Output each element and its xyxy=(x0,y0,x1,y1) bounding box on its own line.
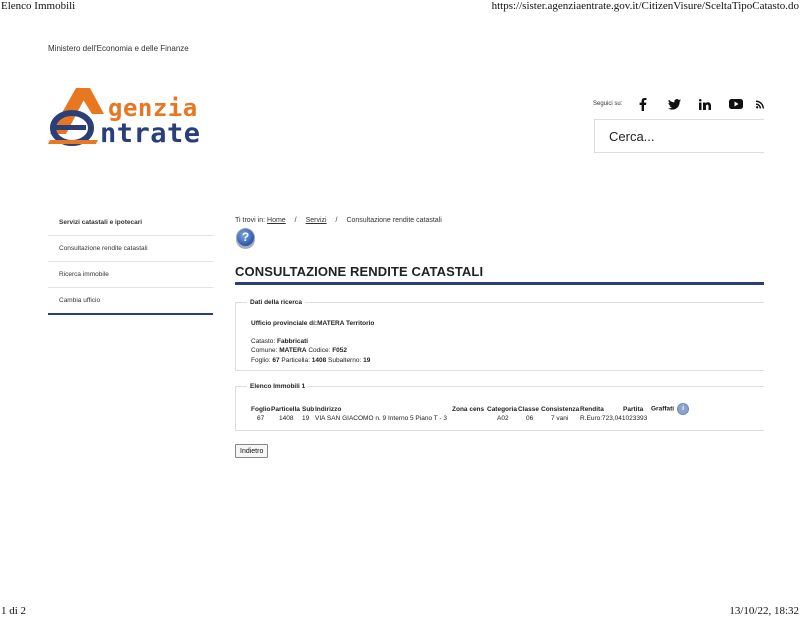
catasto-label: Catasto: xyxy=(251,337,276,345)
col-foglio: Foglio xyxy=(251,405,271,413)
foglio-label: Foglio: xyxy=(251,356,271,364)
table-row[interactable] xyxy=(251,415,689,422)
cell-indirizzo: VIA SAN GIACOMO n. 9 Interno 5 Piano T - 3 xyxy=(315,415,447,422)
col-graffati xyxy=(651,403,689,415)
cell-consistenza: 7 vani xyxy=(551,415,569,422)
codice-value: F052 xyxy=(332,347,348,354)
print-header xyxy=(0,0,800,12)
col-partita: Partita xyxy=(623,405,644,413)
catasto-row xyxy=(251,337,764,347)
indietro-button[interactable]: Indietro xyxy=(235,444,268,458)
particella-label: Particella: xyxy=(281,356,310,364)
social-bar xyxy=(593,97,764,111)
page-title: CONSULTAZIONE RENDITE CATASTALI xyxy=(235,264,484,279)
ufficio-provinciale: Ufficio provinciale di:MATERA Territorio xyxy=(251,320,375,327)
breadcrumb-current: Consultazione rendite catastali xyxy=(346,217,442,224)
logo-word-entrate: ntrate xyxy=(100,118,201,149)
print-header-title: Elenco Immobili xyxy=(1,0,76,12)
sidebar-item-consultazione[interactable]: Consultazione rendite catastali xyxy=(48,236,213,262)
title-underline xyxy=(235,282,764,285)
col-consistenza: Consistenza xyxy=(541,405,580,413)
comune-value: MATERA xyxy=(279,347,307,354)
cell-partita: 1023393 xyxy=(621,415,648,422)
print-page-number: 1 di 2 xyxy=(1,605,27,617)
cell-classe: 06 xyxy=(526,415,534,422)
cell-foglio: 67 xyxy=(257,415,265,422)
col-indirizzo: Indirizzo xyxy=(315,405,342,413)
comune-row xyxy=(251,346,764,356)
ministry-label: Ministero dell'Economia e delle Finanze xyxy=(48,44,189,53)
print-datetime: 13/10/22, 18:32 xyxy=(729,605,799,617)
sidebar xyxy=(48,210,213,315)
foglio-row xyxy=(251,356,764,366)
dati-ricerca-panel xyxy=(235,299,764,371)
sidebar-item-servizi-catastali[interactable]: Servizi catastali e ipotecari xyxy=(48,210,213,236)
breadcrumb-servizi-link[interactable]: Servizi xyxy=(305,217,327,224)
col-categoria: Categoria xyxy=(487,405,517,413)
catasto-value: Fabbricati xyxy=(277,337,309,345)
print-footer xyxy=(0,605,800,617)
elenco-immobili-panel xyxy=(235,383,764,431)
immobili-table xyxy=(251,403,689,422)
logo-word-agenzia: genzia xyxy=(108,94,198,122)
search-input[interactable] xyxy=(607,128,761,145)
col-sub: Sub xyxy=(302,405,315,413)
breadcrumb-separator: / xyxy=(335,217,338,224)
cell-rendita-partita xyxy=(580,415,651,422)
comune-label: Comune: xyxy=(251,347,278,354)
agenzia-entrate-logo[interactable] xyxy=(46,84,246,150)
breadcrumb xyxy=(235,217,442,224)
help-icon[interactable]: ? xyxy=(236,228,255,247)
col-graffati-label: Graffati xyxy=(651,405,675,413)
foglio-value: 67 xyxy=(272,356,280,364)
twitter-icon[interactable] xyxy=(663,97,685,111)
breadcrumb-prefix: Ti trovi in: xyxy=(235,217,266,224)
col-zona-cens: Zona cens xyxy=(452,405,485,413)
cell-sub: 19 xyxy=(302,415,310,422)
sidebar-item-cambia-ufficio[interactable]: Cambia ufficio xyxy=(48,288,213,315)
col-classe: Classe xyxy=(518,405,539,413)
linkedin-icon[interactable] xyxy=(694,97,716,111)
cell-rendita: R.Euro:723,04 xyxy=(580,415,622,422)
particella-value: 1408 xyxy=(311,356,327,364)
codice-label: Codice: xyxy=(308,347,331,354)
breadcrumb-home-link[interactable]: Home xyxy=(267,217,286,224)
social-label: Seguici su: xyxy=(593,101,623,107)
subalterno-value: 19 xyxy=(363,356,371,364)
col-rendita: Rendita xyxy=(580,405,604,413)
youtube-icon[interactable] xyxy=(725,97,747,111)
cell-graffati xyxy=(651,415,689,422)
search-box xyxy=(594,119,764,153)
subalterno-label: Subalterno: xyxy=(328,356,362,364)
print-header-url: https://sister.agenziaentrate.gov.it/CitizenVisure/SceltaTipoCatasto.do xyxy=(491,0,799,12)
cell-categoria: A02 xyxy=(497,415,509,422)
cell-particella: 1408 xyxy=(279,415,294,422)
facebook-icon[interactable] xyxy=(632,97,654,111)
elenco-immobili-legend: Elenco Immobili 1 xyxy=(250,383,306,390)
dati-ricerca-legend: Dati della ricerca xyxy=(250,299,303,306)
table-header-row xyxy=(251,403,689,415)
breadcrumb-separator: / xyxy=(294,217,297,224)
rss-icon[interactable] xyxy=(756,97,764,111)
sidebar-item-ricerca-immobile[interactable]: Ricerca immobile xyxy=(48,262,213,288)
col-particella: Particella xyxy=(271,405,300,413)
info-icon[interactable]: i xyxy=(677,403,689,415)
